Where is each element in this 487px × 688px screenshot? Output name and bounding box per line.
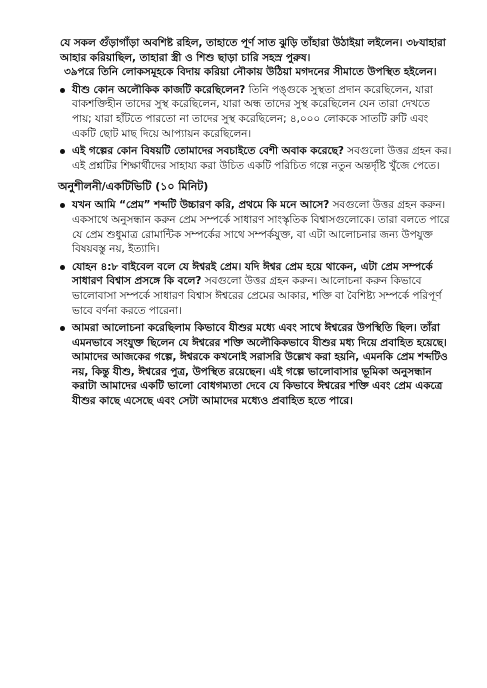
question-text: যোহন ৪:৮ বাইবেল বলে যে ঈশ্বরই প্রেম। যদি ঈশ্বর প্রেম হয়ে থাকেন, এটা প্রেম সম্পর্কে সাধারণ বিশ্বাস প্রসঙ্গে কি বলে?: [72, 260, 433, 288]
bullet-icon: [60, 265, 65, 270]
intro-paragraph-2: ৩৯পরে তিনি লোকসমূহকে বিদায় করিয়া নৌকায় উঠিয়া মগদনের সীমাতে উপস্থিত হইলেন।: [64, 66, 437, 79]
bullet-list-discussion: [60, 83, 452, 174]
bullet-icon: [60, 326, 65, 331]
question-text: যীশু কোন অলৌকিক কাজটি করেছিলেন?: [72, 83, 246, 96]
list-item: [60, 83, 452, 141]
answer-text: সবগুলো উত্তর গ্রহন করুন। আলোচনা করুন কিভাবে ভালোবাসা সম্পর্কে সাধারণ বিশ্বাস ঈশ্বরের প্রেমের আকার, শক্তি বা বৈশিষ্ট্য সম্পর্কে পরিপূর্ণ ভাবে বর্ণনা করতে পারেনা।: [72, 275, 442, 317]
bullet-list-activity: [60, 198, 452, 408]
list-item: [60, 144, 452, 173]
bullet-icon: [60, 203, 65, 208]
intro-paragraph-1: যে সকল গুঁড়াগাঁড়া অবশিষ্ট রহিল, তাহাতে পূর্ণ সাত ঝুড়ি তাঁহারা উঠাইয়া লইলেন। ৩৮যাহারা আহার করিয়াছিল, তাহারা স্ত্রী ও শিশু ছাড়া চারি সহস্র পুরুষ।: [60, 37, 446, 64]
answer-text: সবগুলো উত্তর গ্রহন কর। এই প্রশ্নটির শিক্ষার্থীদের সাহায্য করা উচিত একটি পরিচিত গল্পে নতুন অন্তর্দৃষ্টি খুঁজে পেতে।: [72, 145, 452, 172]
bullet-icon: [60, 88, 65, 93]
document-page: [60, 36, 452, 412]
answer-text: সবগুলো উত্তর গ্রহন করুন। একসাথে অনুসন্ধান করুন প্রেম সম্পর্কে সাধারণ সাংস্কৃতিক বিশ্বাসগুলোকে। তারা বলতে পারে যে প্রেম শুধুমাত্র রোমান্টিক সম্পর্কের সাথে সম্পর্কযুক্ত, বা এটা আলোচনার জন্য উপযুক্ত বিষয়বস্তু নয়, ইত্যাদি।: [72, 199, 450, 256]
question-text: যখন আমি “প্রেম” শব্দটি উচ্চারণ করি, প্রথমে কি মনে আসে?: [72, 199, 330, 212]
discussion-bold-text: আমরা আলোচনা করেছিলাম কিভাবে যীশুর মধ্যে এবং সাথে ঈশ্বরের উপস্থিতি ছিল। তাঁরা এমনভাবে সংযুক্ত ছিলেন যে ঈশ্বরের শক্তি অলৌকিকভাবে যীশুর মধ্য দিয়ে প্রবাহিত হয়েছে। আমাদের আজকের গল্পে, ঈশ্বরকে কখনোই সরাসরি উল্লেখ করা হয়নি, এমনকি প্রেম শব্দটিও নয়, কিন্তু যীশু, ঈশ্বরের পুত্র, উপস্থিত রয়েছেন। এই গল্পে ভালোবাসার ভূমিকা অনুসন্ধান করাটা আমাদের একটি ভালো বোধগম্যতা দেবে যে কিভাবে ঈশ্বরের শক্তি এবং প্রেম একত্রে যীশুর কাছে এসেছে এবং সেটা আমাদের মধ্যেও প্রবাহিত হতে পারে।: [72, 322, 448, 408]
list-item: [60, 321, 452, 409]
list-item: [60, 260, 452, 318]
answer-text: তিনি পঙ্গুকে সুস্থতা প্রদান করেছিলেন, যারা বাকশক্তিহীন তাদের সুস্থ করেছিলেন, যারা অন্ধ তাদের সুস্থ করেছিলেন যেন তারা দেখতে পায়; যারা হাঁটতে পারতো না তাদের সুস্থ করেছিলেন; ৪,০০০ লোককে সাতটি রুটি এবং একটি ছোট মাছ দিয়ে আপ্যায়ন করেছিলেন।: [72, 83, 433, 140]
activity-heading: অনুশীলনী/একটিভিটি (১০ মিনিট): [58, 180, 209, 194]
bullet-icon: [60, 149, 65, 154]
question-text: এই গল্পের কোন বিষয়টি তোমাদের সবচাইতে বেশী অবাক করেছে?: [72, 145, 344, 158]
list-item: [60, 198, 452, 256]
